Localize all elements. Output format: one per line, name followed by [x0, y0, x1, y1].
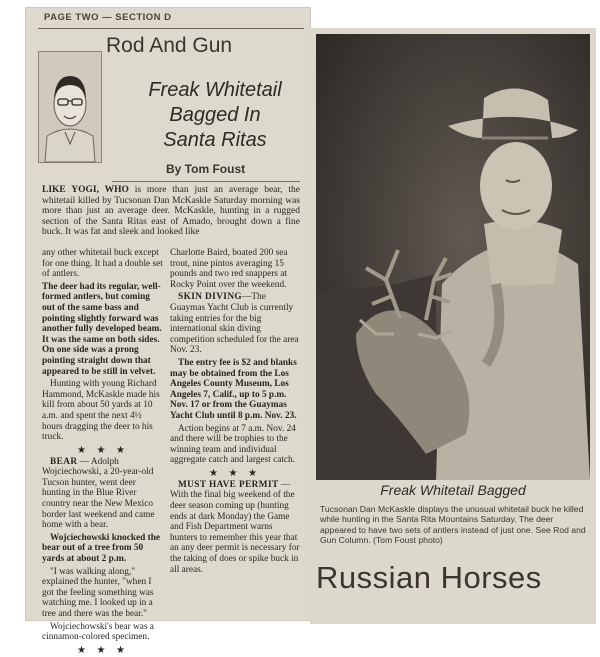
entry-fee-paragraph: The entry fee is $2 and blanks may be obtained from the Los Angeles County Museum, Los Angeles 7, Calif., up to 5 p.m. Nov. 17 or from the Guaymas Yacht Club until 8 p.m. Nov. 23.: [170, 357, 297, 421]
portrait-photo: [39, 52, 101, 162]
column-title: Rod And Gun: [106, 34, 233, 57]
lede-paragraph: [42, 185, 300, 238]
intro-paragraph: any other whitetail buck except for one thing. It had a double set of antlers.: [42, 248, 163, 280]
section-divider-stars: ★ ★ ★: [209, 467, 261, 479]
knocked-paragraph: Wojciechowski knocked the bear out of a tree from 50 yards at about 2 p.m.: [42, 532, 161, 565]
action-paragraph: Action begins at 7 a.m. Nov. 24 and there will be trophies to the winning team and individual aggregate catch and largest catch.: [170, 423, 296, 466]
article-column-2: [170, 248, 300, 577]
header-rule: [38, 28, 304, 29]
headline: [122, 78, 308, 153]
byline-rule: [112, 181, 300, 182]
lede-text: is more than just an average bear, the whitetail killed by Tucsonan Dan McKaskle Saturday morning was more than just an average deer. McKaskle, hunting in a rugged section of the Santa Ritas east of Amado, brought down a fine buck. It was fat and sleek and looked like: [42, 185, 300, 238]
hunter-with-deer-image: [316, 34, 590, 480]
photo-caption: Tucsonan Dan McKaskle displays the unusual whitetail buck he killed while hunting in the Santa Rita Mountains Saturday. The deer appeared to have two sets of antlers instead of just one. See Rod and Gun Column. (Tom Foust photo): [320, 504, 586, 546]
next-article-headline: Russian Horses: [316, 560, 542, 595]
byline: By Tom Foust: [166, 162, 246, 176]
skin-diving-text: —The Guaymas Yacht Club is currently taking entries for the big international skin diving competition scheduled for the area Nov. 23.: [170, 292, 299, 356]
hunting-paragraph: Hunting with young Richard Hammond, McKaskle made his kill from about 50 yards at 10 a.m. and spent the next 4½ hours dragging the deer to his truck.: [42, 379, 160, 443]
skin-diving-lead: SKIN DIVING: [178, 292, 243, 303]
permit-text: — With the final big weekend of the deer season coming up (hunting ends at dark Monday) the Game and Fish Department warns hunters to remember this year that an any deer permit is necessary for the taking of does or spike buck in all areas.: [170, 479, 300, 575]
bear-lead: BEAR: [50, 456, 78, 467]
columnist-portrait: [38, 51, 102, 163]
section-divider-stars: ★ ★ ★: [77, 644, 129, 656]
headline-line: Bagged In: [169, 104, 261, 126]
photo-caption-title: Freak Whitetail Bagged: [380, 482, 526, 498]
article-column-1: [42, 248, 164, 657]
photo-clipping: [310, 28, 596, 624]
permit-paragraph: [170, 480, 300, 575]
hunter-photo: [316, 34, 590, 480]
skin-diving-paragraph: [170, 292, 300, 356]
headline-line: Santa Ritas: [163, 129, 267, 151]
section-header: PAGE TWO — SECTION D: [44, 12, 172, 23]
bear-text: — Adolph Wojciechowski, a 20-year-old Tucson hunter, went deer hunting in the Blue River country near the New Mexico border last weekend and came home with a bear.: [42, 456, 155, 531]
charlotte-paragraph: Charlotte Baird, boated 200 sea trout, nine pintos averaging 15 pounds and two red snappers at Rocky Point over the weekend.: [170, 248, 288, 290]
quote-paragraph: "I was walking along," explained the hunter, "when I got the feeling something was watching me. I looked up in a tree and there was the bear.": [42, 566, 154, 619]
permit-head: MUST HAVE PERMIT: [178, 479, 279, 490]
headline-line: Freak Whitetail: [148, 79, 282, 101]
antler-paragraph: The deer had its regular, well-formed antlers, but coming out of the same bass and pointing slightly forward was another fully developed beam. It was the same on both sides. On one side was a prong pointing straight down that appeared to be still in velvet.: [42, 281, 162, 377]
bear-paragraph: [42, 457, 164, 531]
closing-paragraph: Wojciechowski's bear was a cinnamon-colored specimen.: [42, 621, 154, 643]
section-divider-stars: ★ ★ ★: [77, 444, 129, 456]
lede-lead-in: LIKE YOGI, WHO: [42, 185, 129, 195]
rod-and-gun-clipping: [26, 8, 310, 656]
